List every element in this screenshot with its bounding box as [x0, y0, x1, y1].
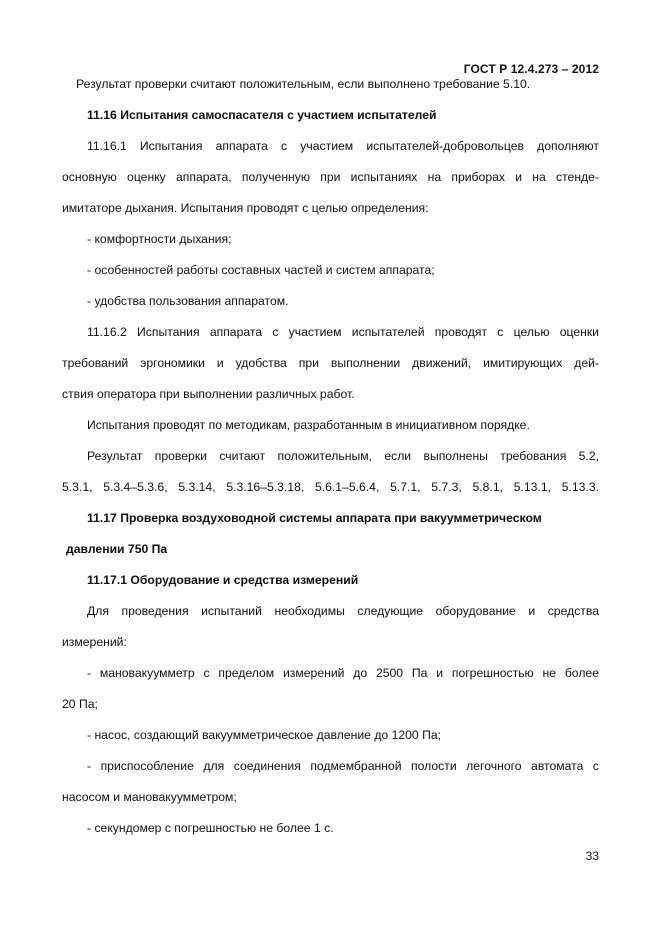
section-heading-11-16: 11.16 Испытания самоспасателя с участием испытателей	[87, 108, 437, 122]
list-item-cont: 20 Па;	[62, 697, 98, 711]
paragraph-line: Результат проверки считают положительным, если выполнены требования 5.2,	[87, 449, 599, 463]
section-heading-11-17-cont: давлении 750 Па	[66, 542, 168, 556]
paragraph-line: Для проведения испытаний необходимы следующие оборудование и средства	[87, 604, 599, 618]
paragraph-line: имитаторе дыхания. Испытания проводят с целью определения:	[62, 201, 429, 215]
paragraph-line: 11.16.1 Испытания аппарата с участием испытателей-добровольцев дополняют	[87, 139, 599, 153]
list-item-cont: насосом и мановакуумметром;	[62, 790, 237, 804]
page-number: 33	[585, 849, 599, 863]
list-item: - комфортности дыхания;	[87, 232, 232, 246]
list-item: - приспособление для соединения подмембранной полости легочного автомата с	[87, 759, 599, 773]
list-item: - особенностей работы составных частей и систем аппарата;	[87, 263, 435, 277]
list-item: - насос, создающий вакуумметрическое давление до 1200 Па;	[87, 728, 442, 742]
paragraph-line: основную оценку аппарата, полученную при испытаниях на приборах и на стенде-	[62, 170, 599, 184]
subsection-heading-11-17-1: 11.17.1 Оборудование и средства измерений	[87, 573, 359, 587]
paragraph-line: Испытания проводят по методикам, разработанным в инициативном порядке.	[87, 418, 530, 432]
paragraph-line: 11.16.2 Испытания аппарата с участием испытателей проводят с целью оценки	[87, 325, 599, 339]
list-item: - удобства пользования аппаратом.	[87, 294, 289, 308]
section-heading-11-17: 11.17 Проверка воздуховодной системы аппарата при вакуумметрическом	[87, 511, 542, 525]
paragraph-line: измерений:	[62, 635, 127, 649]
paragraph-line: требований эргономики и удобства при выполнении движений, имитирующих дей-	[62, 356, 599, 370]
paragraph-line: ствия оператора при выполнении различных работ.	[62, 387, 355, 401]
list-item: - мановакуумметр с пределом измерений до 2500 Па и погрешностью не более	[87, 666, 599, 680]
result-line-5-10: Результат проверки считают положительным, если выполнено требование 5.10.	[76, 77, 531, 91]
list-item: - секундомер с погрешностью не более 1 с.	[87, 821, 334, 835]
standard-designation: ГОСТ Р 12.4.273 – 2012	[463, 62, 599, 76]
paragraph-line: 5.3.1, 5.3.4–5.3.6, 5.3.14, 5.3.16–5.3.18, 5.6.1–5.6.4, 5.7.1, 5.7.3, 5.8.1, 5.13.1, 5.13.3.	[62, 480, 599, 494]
